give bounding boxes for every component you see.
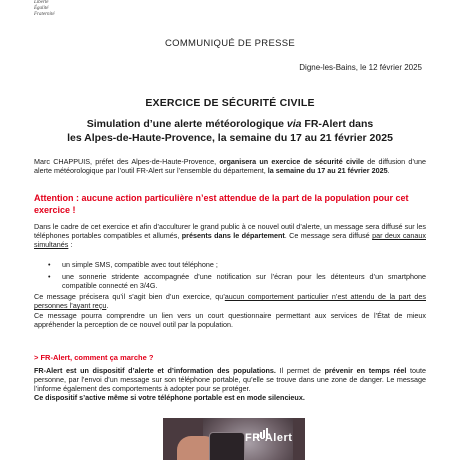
text-run-bold: la semaine du 17 au 21 février 2025 bbox=[267, 166, 388, 175]
context-paragraph bbox=[34, 222, 426, 249]
subtitle bbox=[30, 117, 430, 145]
bullet-icon: • bbox=[48, 272, 51, 281]
place-and-date: Digne-les-Bains, le 12 février 2025 bbox=[299, 63, 422, 72]
text-run-bold: Ce dispositif s’active même si votre téléphone portable est en mode silencieux. bbox=[34, 393, 305, 402]
text-run: : bbox=[68, 240, 73, 249]
list-item bbox=[48, 260, 426, 269]
list-item bbox=[48, 272, 426, 290]
text-run-bold: prévenir en temps réel bbox=[324, 366, 407, 375]
text-run: . bbox=[387, 166, 390, 175]
subtitle-line-2: les Alpes-de-Haute-Provence, la semaine du 17 au 21 février 2025 bbox=[67, 132, 393, 144]
text-run-bold: présents dans le département bbox=[181, 231, 285, 240]
questionnaire-paragraph: Ce message pourra comprendre un lien vers un court questionnaire permettant aux services de l’État de mieux appréhender la perception de ce nouvel outil par la population. bbox=[34, 311, 426, 329]
text-run: Dans le cadre de cet exercice et afin d’acculturer le grand public à ce nouvel outil d’alerte, un message sera diffusé sur les téléphones portables compatibles et allumés, bbox=[34, 222, 426, 240]
text-run: Ce message précisera qu’il s’agit bien d’un exercice, qu’ bbox=[34, 292, 225, 301]
document-type: COMMUNIQUÉ DE PRESSE bbox=[164, 38, 296, 49]
list-item-text: un simple SMS, compatible avec tout téléphone ; bbox=[62, 260, 218, 269]
text-run: Marc CHAPPUIS, préfet des Alpes-de-Haute-Provence, bbox=[34, 157, 220, 166]
bullet-icon: • bbox=[48, 260, 51, 269]
attention-notice: Attention : aucune action particulière n’est attendue de la part de la population pour cet exercice ! bbox=[34, 193, 409, 215]
text-run-bold: organisera un exercice de sécurité civile bbox=[219, 157, 364, 166]
text-run: de diffusion d’une alerte météorologique par l’outil FR-Alert sur l’ensemble du département, bbox=[34, 157, 426, 175]
subtitle-text: FR-Alert dans bbox=[301, 118, 374, 130]
text-run-underlined: aucun comportement particulier n’est attendu de la part des personnes l’ayant reçu bbox=[34, 292, 426, 310]
section-title: > FR-Alert, comment ça marche ? bbox=[34, 353, 154, 362]
fr-alert-photo bbox=[163, 418, 305, 460]
subtitle-line-1 bbox=[30, 117, 430, 131]
fr-alert-logo-text: FR-Alert bbox=[245, 432, 293, 444]
motto-egalite: Égalité bbox=[34, 6, 49, 11]
text-run-bold: FR-Alert est un dispositif d’alerte et d’information des populations. bbox=[34, 366, 276, 375]
text-run-underlined: par deux canaux simultanés bbox=[34, 231, 426, 249]
main-heading: EXERCICE DE SÉCURITÉ CIVILE bbox=[145, 97, 315, 109]
exercise-paragraph bbox=[34, 292, 426, 310]
motto-fraternite: Fraternité bbox=[34, 12, 55, 17]
subtitle-text: Simulation d’une alerte météorologique bbox=[86, 118, 287, 130]
fr-alert-paragraph bbox=[34, 366, 426, 402]
intro-paragraph bbox=[34, 157, 426, 175]
text-run: Il permet de bbox=[275, 366, 325, 375]
text-run: . bbox=[106, 301, 109, 310]
list-item-text: une sonnerie stridente accompagnée d’une notification sur l’écran pour les détenteurs d’un smartphone compatible connecté en 3/4G. bbox=[62, 272, 426, 290]
text-run: toute personne, par l’envoi d’un message sur son téléphone portable, qu’elle se trouve dans une zone de danger. Le message l’informe également des comportements à adopter pour se protéger. bbox=[34, 366, 427, 393]
text-run: . Ce message sera diffusé bbox=[284, 231, 373, 240]
channel-list bbox=[48, 260, 426, 293]
republic-motto bbox=[34, 0, 55, 18]
phone-shape bbox=[209, 432, 245, 460]
motto-liberte: Liberté bbox=[34, 0, 49, 5]
subtitle-via: via bbox=[286, 118, 302, 130]
signal-bars-icon bbox=[257, 420, 271, 431]
